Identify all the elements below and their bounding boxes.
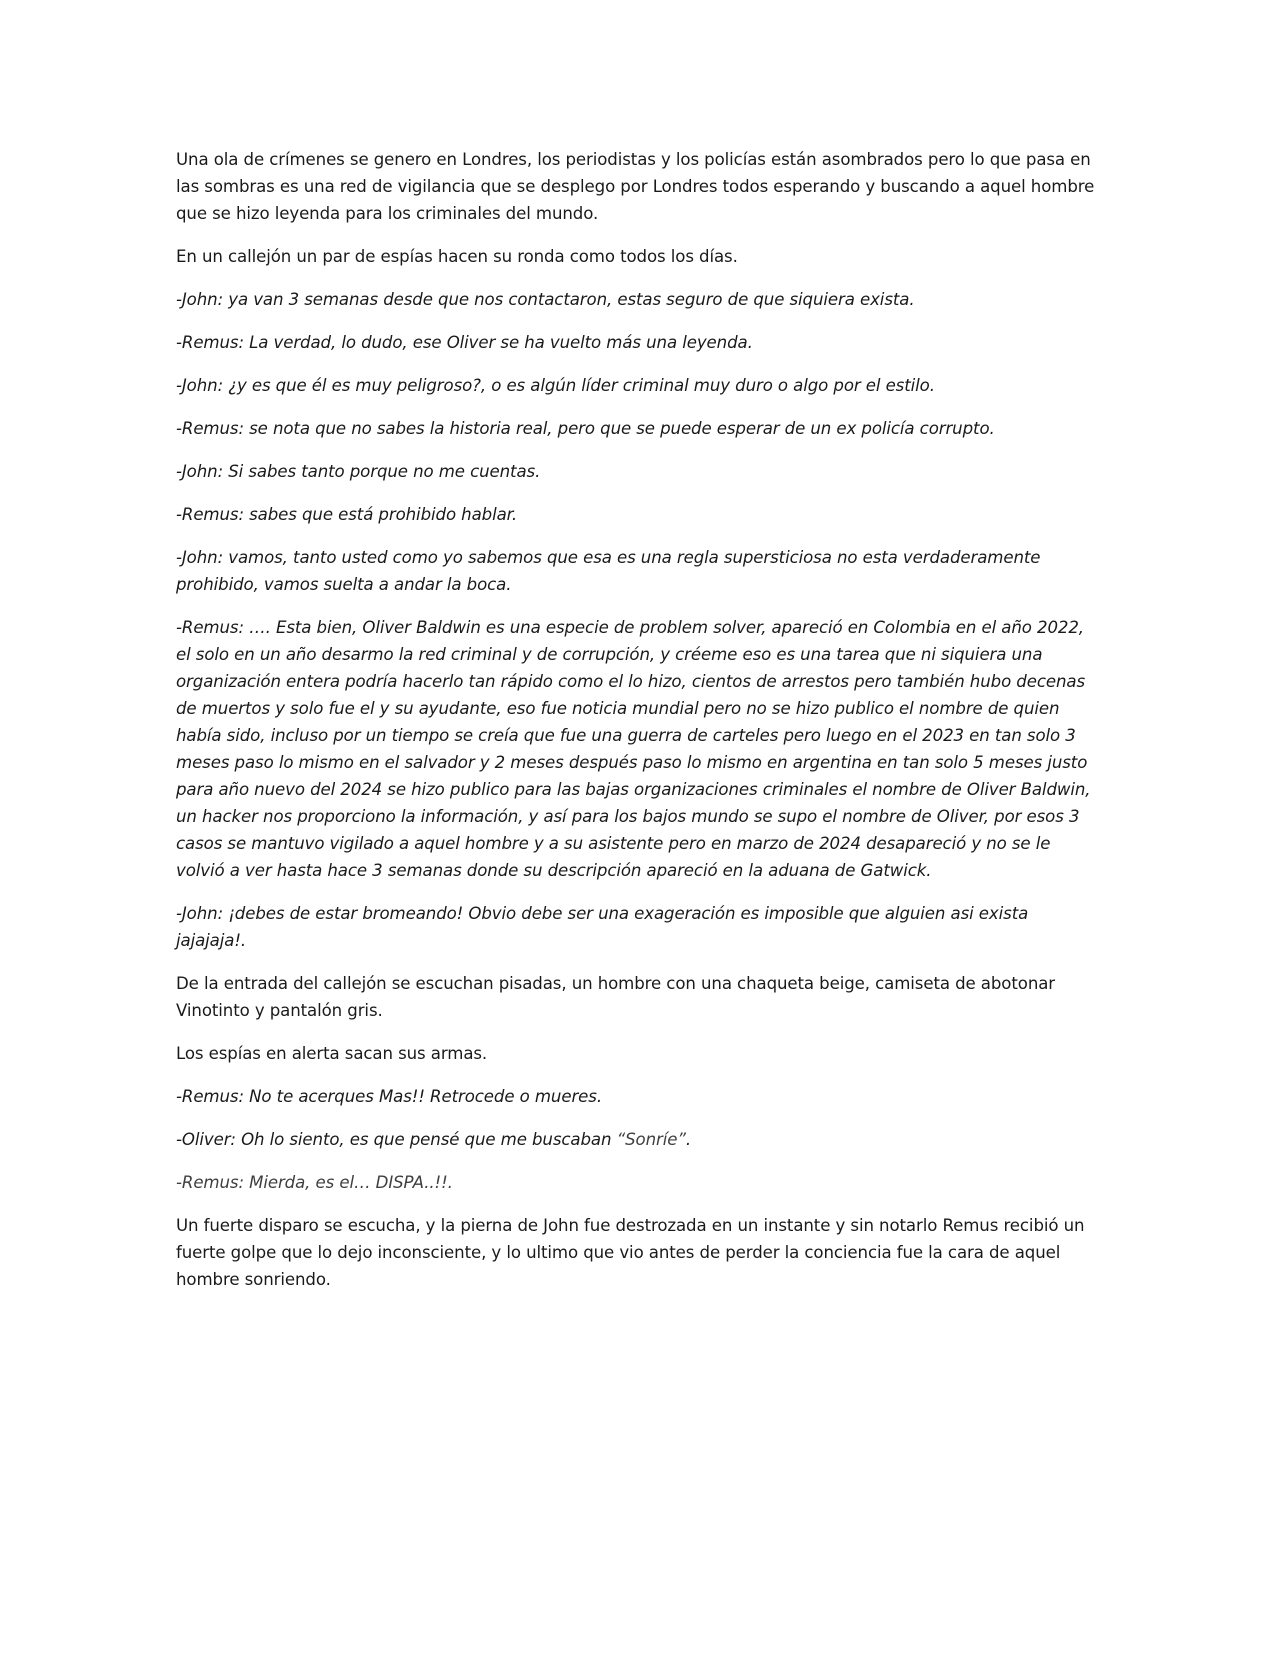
dialogue-text: -Oliver: Oh lo siento, es que pensé que me buscaban [176, 1130, 617, 1149]
dialogue-line: -John: vamos, tanto usted como yo sabemos que esa es una regla supersticiosa no esta verdaderamente prohibido, vamos suelta a andar la boca. [176, 548, 1041, 594]
dialogue-end: . [685, 1130, 692, 1149]
dialogue-line: -Remus: La verdad, lo dudo, ese Oliver se ha vuelto más una leyenda. [176, 333, 753, 352]
narration-paragraph: Un fuerte disparo se escucha, y la pierna de John fue destrozada en un instante y sin notarlo Remus recibió un fuerte golpe que lo dejo inconsciente, y lo ultimo que vio antes de perder la conciencia fue la cara de aquel hombre sonriendo. [176, 1216, 1085, 1289]
narration-paragraph: En un callejón un par de espías hacen su ronda como todos los días. [176, 247, 738, 266]
dialogue-line [176, 1126, 1096, 1153]
dialogue-line: -John: ¡debes de estar bromeando! Obvio debe ser una exageración es imposible que alguien asi exista jajajaja!. [176, 904, 1029, 950]
dialogue-line: -Remus: …. Esta bien, Oliver Baldwin es una especie de problem solver, apareció en Colombia en el año 2022, el solo en un año desarmo la red criminal y de corrupción, y créeme eso es una tarea que ni siquiera una organización entera podría hacerlo tan rápido como el lo hizo, cientos de arrestos pero también hubo decenas de muertos y solo fue el y su ayudante, eso fue noticia mundial pero no se hizo publico el nombre de quien había sido, incluso por un tiempo se creía que fue una guerra de carteles pero luego en el 2023 en tan solo 3 meses paso lo mismo en el salvador y 2 meses después paso lo mismo en argentina en tan solo 5 meses justo para año nuevo del 2024 se hizo publico para las bajas organizaciones criminales el nombre de Oliver Baldwin, un hacker nos proporciono la información, y así para los bajos mundo se supo el nombre de Oliver, por esos 3 casos se mantuvo vigilado a aquel hombre y a su asistente pero en marzo de 2024 desapareció y no se le volvió a ver hasta hace 3 semanas donde su descripción apareció en la aduana de Gatwick. [176, 618, 1091, 880]
dialogue-line: -John: ya van 3 semanas desde que nos contactaron, estas seguro de que siquiera exista. [176, 290, 915, 309]
narration-paragraph: Una ola de crímenes se genero en Londres, los periodistas y los policías están asombrados pero lo que pasa en las sombras es una red de vigilancia que se desplego por Londres todos esperando y buscando a aquel hombre que se hizo leyenda para los criminales del mundo. [176, 150, 1095, 223]
dialogue-line: -Remus: sabes que está prohibido hablar. [176, 505, 518, 524]
document-page [176, 146, 1096, 1309]
dialogue-line: -John: ¿y es que él es muy peligroso?, o es algún líder criminal muy duro o algo por el estilo. [176, 376, 935, 395]
narration-paragraph: Los espías en alerta sacan sus armas. [176, 1044, 488, 1063]
dialogue-aside: “Sonríe” [616, 1130, 686, 1149]
dialogue-line: -Remus: se nota que no sabes la historia real, pero que se puede esperar de un ex policía corrupto. [176, 419, 995, 438]
narration-paragraph: De la entrada del callejón se escuchan pisadas, un hombre con una chaqueta beige, camiseta de abotonar Vinotinto y pantalón gris. [176, 974, 1056, 1020]
dialogue-line: -Remus: No te acerques Mas!! Retrocede o mueres. [176, 1087, 602, 1106]
dialogue-line: -John: Si sabes tanto porque no me cuentas. [176, 462, 541, 481]
dialogue-line: -Remus: Mierda, es el… DISPA..!!. [176, 1173, 453, 1192]
